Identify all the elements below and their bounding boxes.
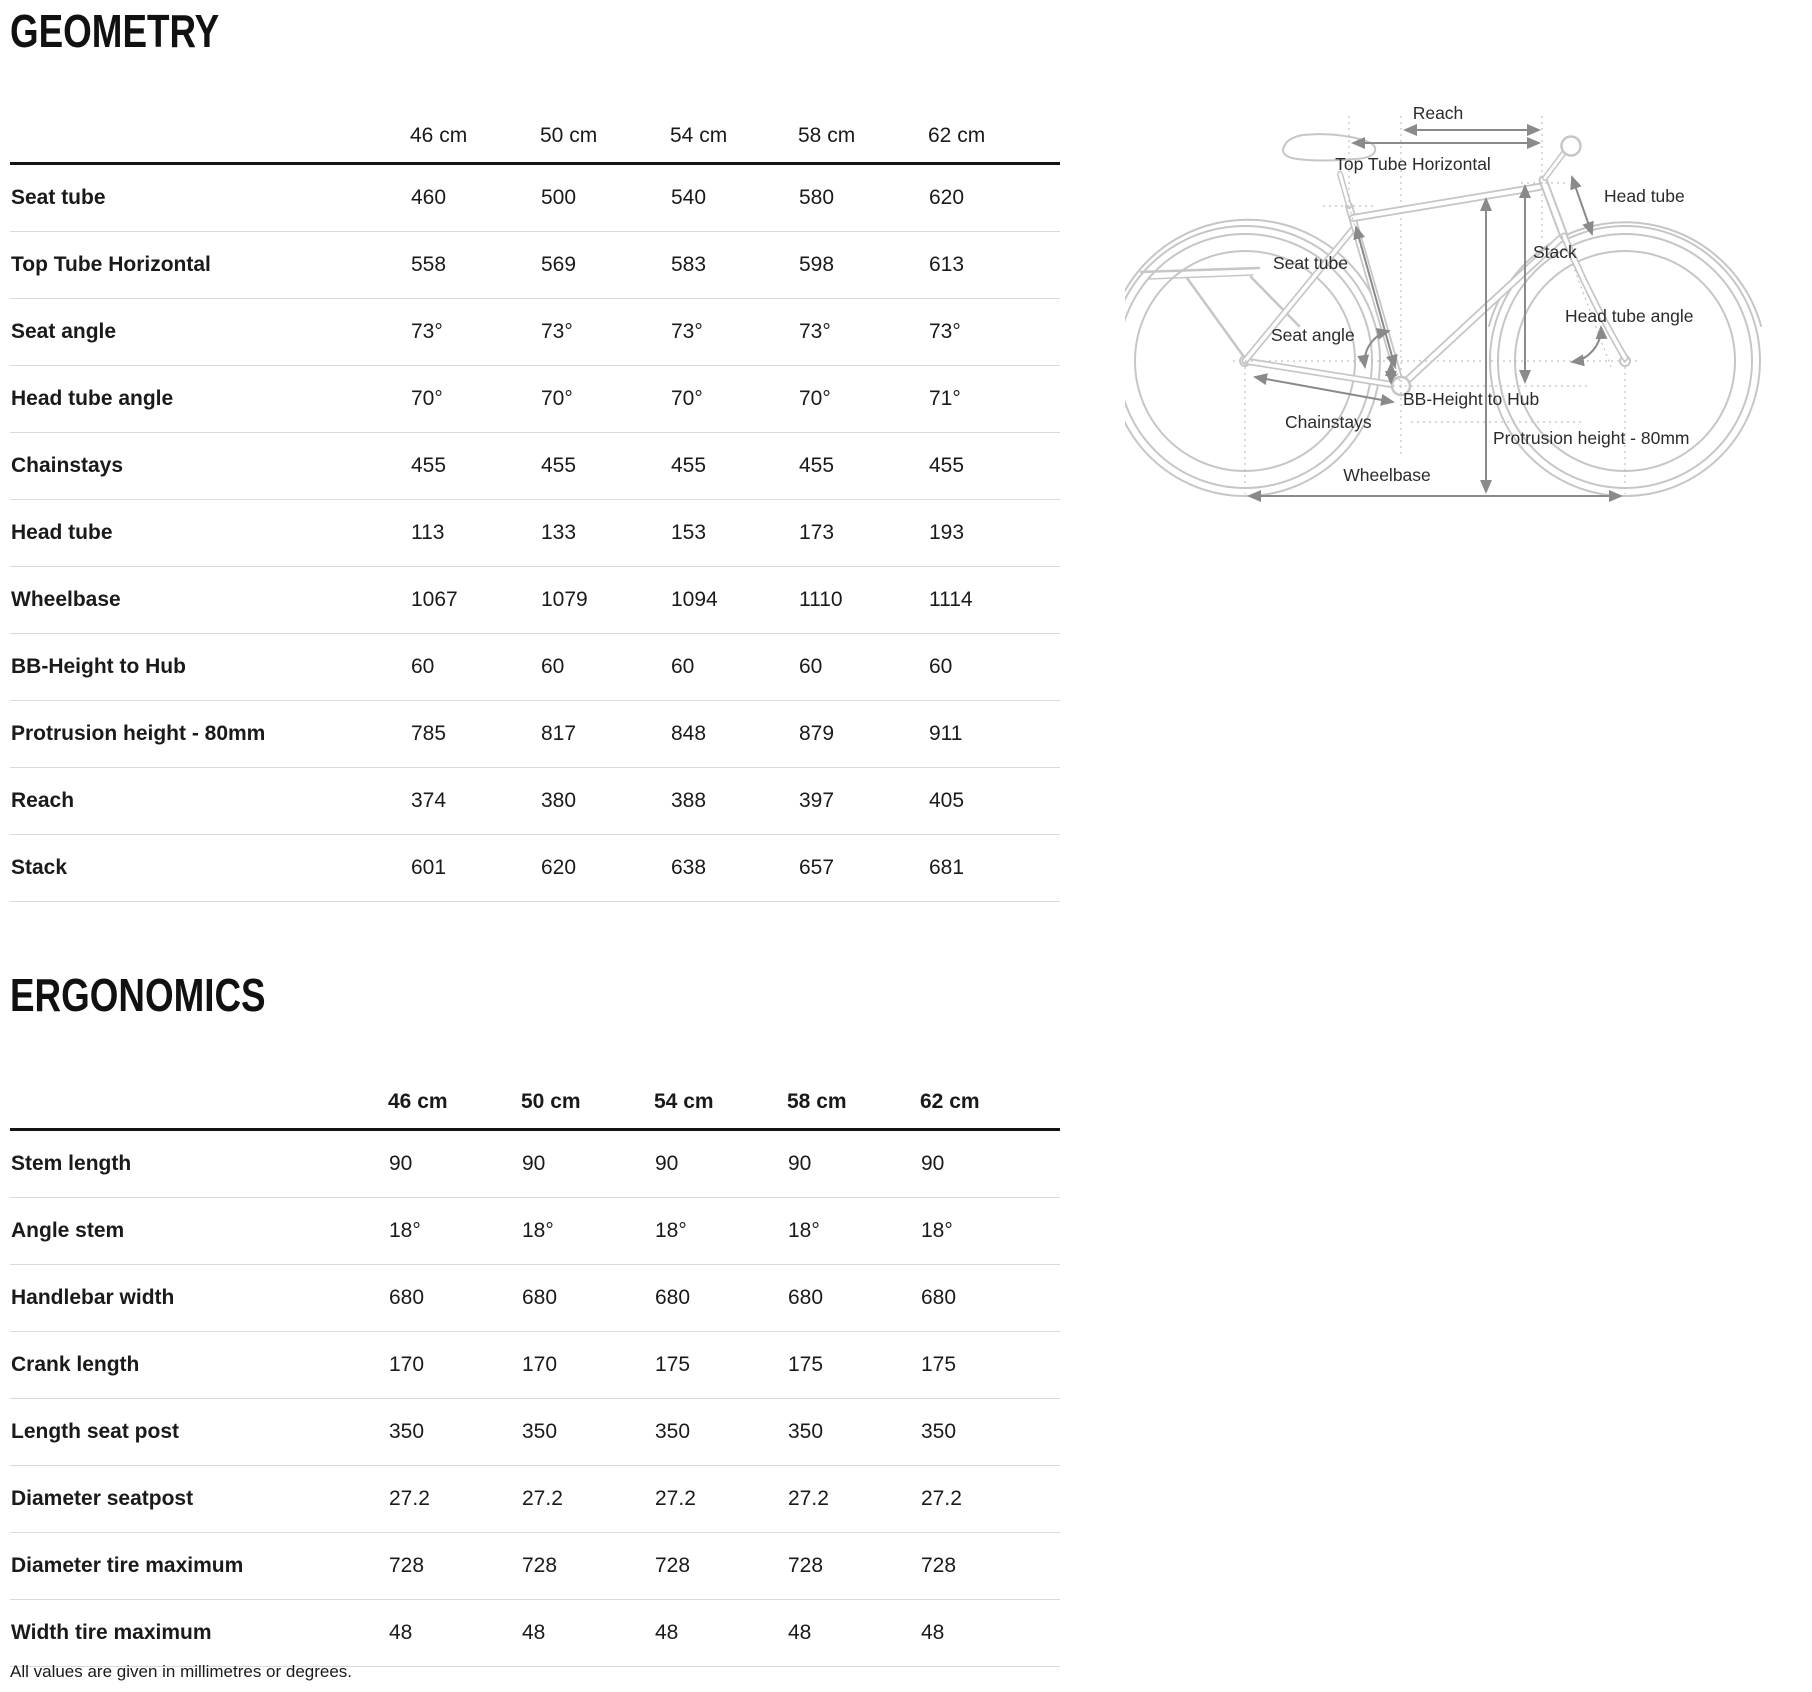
value-cell: 70° [540, 366, 670, 433]
table-row [10, 634, 1060, 701]
value-cell: 27.2 [787, 1466, 920, 1533]
ergonomics-section-title: ERGONOMICS [10, 969, 266, 1021]
geometry-section-title: GEOMETRY [10, 5, 220, 57]
value-cell: 71° [928, 366, 1060, 433]
table-row [10, 701, 1060, 768]
row-label: Crank length [10, 1332, 388, 1399]
value-cell: 73° [798, 299, 928, 366]
value-cell: 455 [410, 433, 540, 500]
value-cell: 60 [798, 634, 928, 701]
value-cell: 455 [798, 433, 928, 500]
row-label: Seat angle [10, 299, 410, 366]
bike-geometry-diagram [1125, 86, 1785, 510]
size-column-header: 54 cm [670, 90, 798, 164]
value-cell: 455 [540, 433, 670, 500]
value-cell: 380 [540, 768, 670, 835]
value-cell: 48 [388, 1600, 521, 1667]
table-row [10, 1399, 1060, 1466]
value-cell: 70° [410, 366, 540, 433]
table-row [10, 366, 1060, 433]
value-cell: 60 [670, 634, 798, 701]
value-cell: 173 [798, 500, 928, 567]
value-cell: 911 [928, 701, 1060, 768]
table-row [10, 567, 1060, 634]
diagram-label-chainstays: Chainstays [1285, 412, 1372, 432]
value-cell: 18° [521, 1198, 654, 1265]
row-label: Stack [10, 835, 410, 902]
value-cell: 620 [928, 164, 1060, 232]
table-row [10, 1130, 1060, 1198]
value-cell: 680 [787, 1265, 920, 1332]
table-row [10, 835, 1060, 902]
value-cell: 350 [521, 1399, 654, 1466]
value-cell: 48 [787, 1600, 920, 1667]
value-cell: 48 [654, 1600, 787, 1667]
value-cell: 601 [410, 835, 540, 902]
diagram-label-head-tube: Head tube [1604, 186, 1685, 206]
size-column-header: 62 cm [928, 90, 1060, 164]
table-row [10, 1466, 1060, 1533]
table-row [10, 164, 1060, 232]
diagram-label-head-tube-angle: Head tube angle [1565, 306, 1694, 326]
size-column-header: 62 cm [920, 1062, 1060, 1130]
value-cell: 350 [920, 1399, 1060, 1466]
row-label: Diameter seatpost [10, 1466, 388, 1533]
value-cell: 500 [540, 164, 670, 232]
value-cell: 170 [388, 1332, 521, 1399]
ergonomics-table [10, 1062, 1060, 1667]
units-footnote: All values are given in millimetres or degrees. [10, 1662, 353, 1681]
size-column-header: 50 cm [521, 1062, 654, 1130]
value-cell: 388 [670, 768, 798, 835]
value-cell: 90 [521, 1130, 654, 1198]
value-cell: 48 [521, 1600, 654, 1667]
diagram-label-protrusion-height: Protrusion height - 80mm [1493, 428, 1690, 448]
value-cell: 27.2 [654, 1466, 787, 1533]
value-cell: 350 [654, 1399, 787, 1466]
row-label: Protrusion height - 80mm [10, 701, 410, 768]
value-cell: 728 [388, 1533, 521, 1600]
row-label: Head tube [10, 500, 410, 567]
head-tube-angle-arc-arrow [1572, 327, 1601, 362]
value-cell: 879 [798, 701, 928, 768]
table-row [10, 768, 1060, 835]
value-cell: 350 [388, 1399, 521, 1466]
value-cell: 18° [388, 1198, 521, 1265]
value-cell: 728 [920, 1533, 1060, 1600]
diagram-label-stack: Stack [1533, 242, 1577, 262]
value-cell: 73° [540, 299, 670, 366]
value-cell: 153 [670, 500, 798, 567]
value-cell: 113 [410, 500, 540, 567]
value-cell: 1110 [798, 567, 928, 634]
row-label: Length seat post [10, 1399, 388, 1466]
value-cell: 48 [920, 1600, 1060, 1667]
value-cell: 90 [388, 1130, 521, 1198]
value-cell: 638 [670, 835, 798, 902]
value-cell: 455 [670, 433, 798, 500]
diagram-labels [1271, 103, 1693, 485]
table-row [10, 500, 1060, 567]
corner-cell [10, 1062, 388, 1130]
size-column-header: 58 cm [798, 90, 928, 164]
value-cell: 18° [787, 1198, 920, 1265]
value-cell: 90 [920, 1130, 1060, 1198]
value-cell: 460 [410, 164, 540, 232]
value-cell: 175 [920, 1332, 1060, 1399]
value-cell: 680 [654, 1265, 787, 1332]
value-cell: 73° [410, 299, 540, 366]
table-row [10, 1198, 1060, 1265]
value-cell: 18° [654, 1198, 787, 1265]
value-cell: 27.2 [521, 1466, 654, 1533]
value-cell: 680 [388, 1265, 521, 1332]
size-column-header: 54 cm [654, 1062, 787, 1130]
value-cell: 60 [928, 634, 1060, 701]
value-cell: 60 [410, 634, 540, 701]
diagram-label-bb-height-to-hub: BB-Height to Hub [1403, 389, 1540, 409]
value-cell: 1067 [410, 567, 540, 634]
corner-cell [10, 90, 410, 164]
table-row [10, 1533, 1060, 1600]
value-cell: 18° [920, 1198, 1060, 1265]
table-row [10, 1332, 1060, 1399]
value-cell: 1079 [540, 567, 670, 634]
diagram-label-top-tube-horizontal: Top Tube Horizontal [1335, 154, 1491, 174]
value-cell: 133 [540, 500, 670, 567]
value-cell: 73° [670, 299, 798, 366]
geometry-header-row [10, 90, 1060, 164]
value-cell: 569 [540, 232, 670, 299]
value-cell: 455 [928, 433, 1060, 500]
diagram-label-seat-angle: Seat angle [1271, 325, 1355, 345]
value-cell: 70° [798, 366, 928, 433]
row-label: Angle stem [10, 1198, 388, 1265]
value-cell: 583 [670, 232, 798, 299]
value-cell: 613 [928, 232, 1060, 299]
row-label: Handlebar width [10, 1265, 388, 1332]
value-cell: 785 [410, 701, 540, 768]
row-label: Top Tube Horizontal [10, 232, 410, 299]
value-cell: 27.2 [388, 1466, 521, 1533]
value-cell: 70° [670, 366, 798, 433]
value-cell: 657 [798, 835, 928, 902]
value-cell: 175 [787, 1332, 920, 1399]
value-cell: 397 [798, 768, 928, 835]
row-label: Wheelbase [10, 567, 410, 634]
row-label: BB-Height to Hub [10, 634, 410, 701]
size-column-header: 50 cm [540, 90, 670, 164]
geometry-table [10, 90, 1060, 902]
value-cell: 680 [920, 1265, 1060, 1332]
seat-tube-dimension-arrow [1356, 227, 1395, 367]
value-cell: 728 [787, 1533, 920, 1600]
value-cell: 848 [670, 701, 798, 768]
value-cell: 681 [928, 835, 1060, 902]
row-label: Stem length [10, 1130, 388, 1198]
value-cell: 175 [654, 1332, 787, 1399]
size-column-header: 46 cm [388, 1062, 521, 1130]
value-cell: 405 [928, 768, 1060, 835]
value-cell: 350 [787, 1399, 920, 1466]
row-label: Reach [10, 768, 410, 835]
value-cell: 60 [540, 634, 670, 701]
diagram-label-wheelbase: Wheelbase [1343, 465, 1431, 485]
value-cell: 728 [654, 1533, 787, 1600]
handlebar-grip-icon [1562, 137, 1581, 156]
table-row [10, 433, 1060, 500]
value-cell: 580 [798, 164, 928, 232]
row-label: Seat tube [10, 164, 410, 232]
value-cell: 170 [521, 1332, 654, 1399]
table-row [10, 299, 1060, 366]
value-cell: 374 [410, 768, 540, 835]
row-label: Chainstays [10, 433, 410, 500]
row-label: Width tire maximum [10, 1600, 388, 1667]
value-cell: 193 [928, 500, 1060, 567]
size-column-header: 46 cm [410, 90, 540, 164]
table-row [10, 232, 1060, 299]
value-cell: 540 [670, 164, 798, 232]
value-cell: 680 [521, 1265, 654, 1332]
value-cell: 27.2 [920, 1466, 1060, 1533]
value-cell: 598 [798, 232, 928, 299]
value-cell: 620 [540, 835, 670, 902]
size-column-header: 58 cm [787, 1062, 920, 1130]
head-tube-dimension-arrow [1572, 177, 1592, 234]
row-label: Head tube angle [10, 366, 410, 433]
row-label: Diameter tire maximum [10, 1533, 388, 1600]
diagram-label-seat-tube: Seat tube [1273, 253, 1348, 273]
value-cell: 90 [787, 1130, 920, 1198]
value-cell: 817 [540, 701, 670, 768]
value-cell: 558 [410, 232, 540, 299]
value-cell: 728 [521, 1533, 654, 1600]
diagram-label-reach: Reach [1412, 103, 1464, 123]
value-cell: 1094 [670, 567, 798, 634]
table-row [10, 1600, 1060, 1667]
value-cell: 90 [654, 1130, 787, 1198]
table-row [10, 1265, 1060, 1332]
value-cell: 1114 [928, 567, 1060, 634]
value-cell: 73° [928, 299, 1060, 366]
ergonomics-header-row [10, 1062, 1060, 1130]
